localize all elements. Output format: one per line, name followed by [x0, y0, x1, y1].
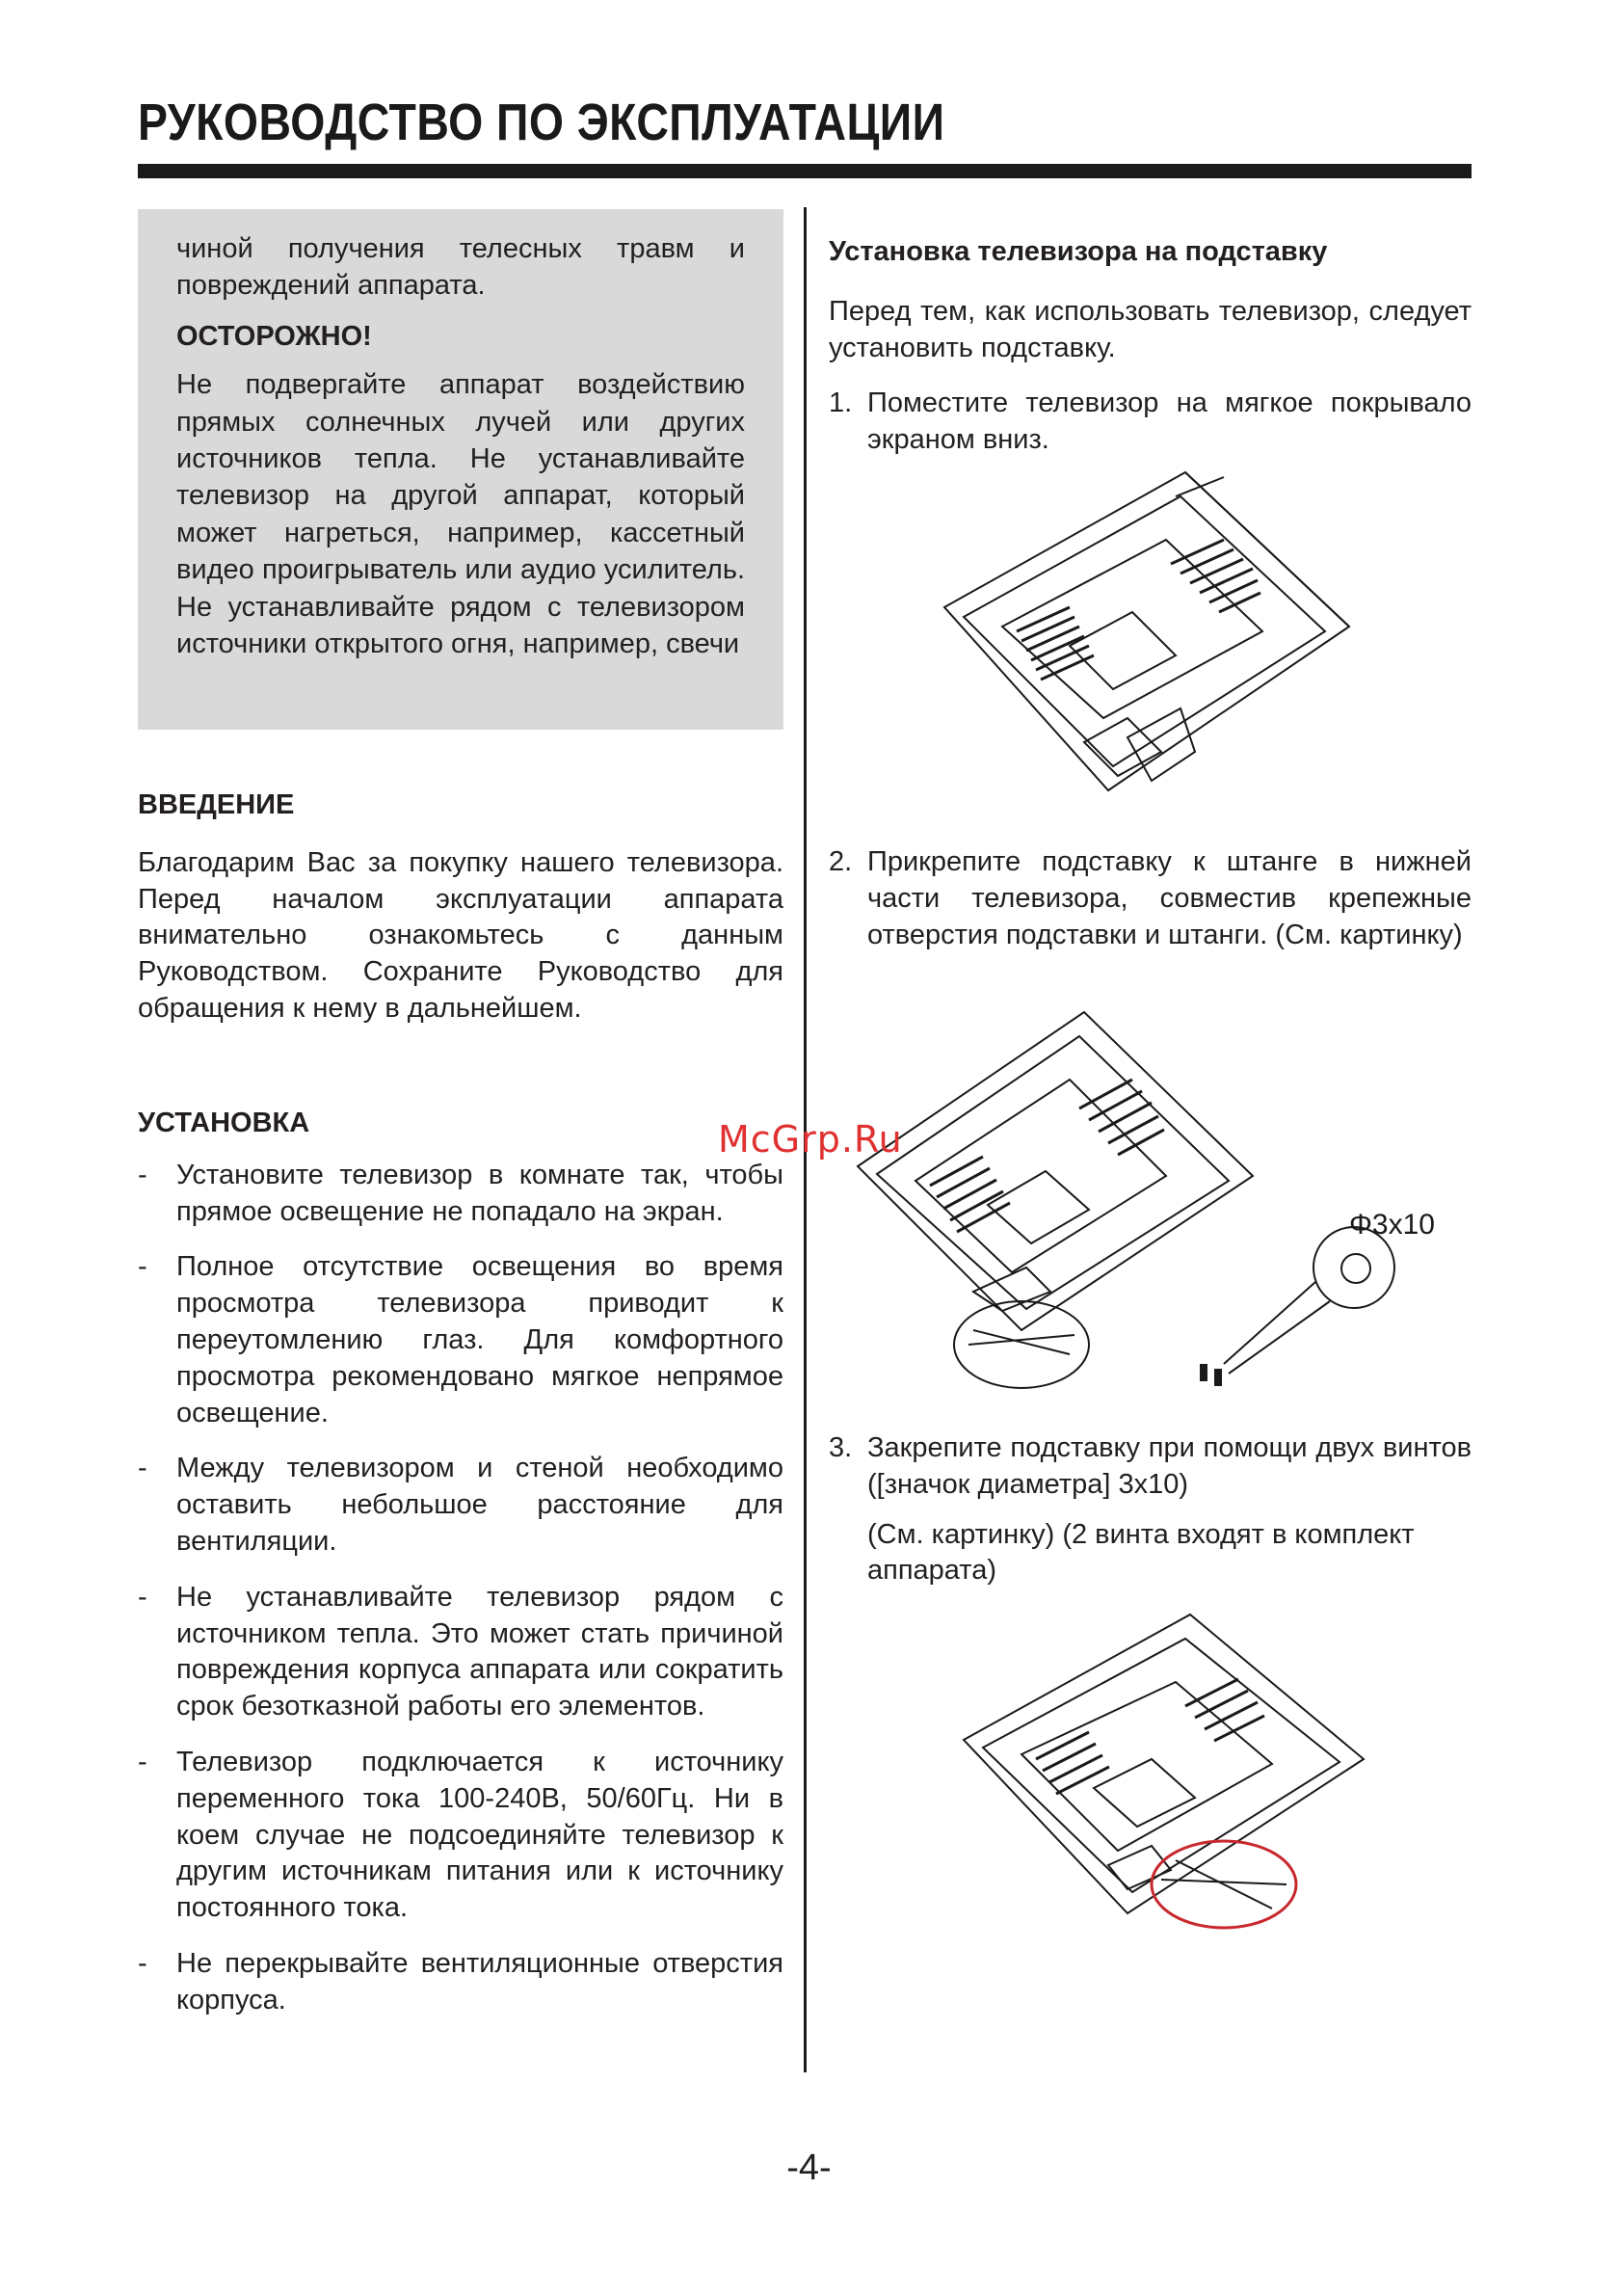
- tv-back-figure-1: [935, 463, 1359, 829]
- watermark: McGrp.Ru: [718, 1118, 903, 1161]
- introduction-text: Благодарим Вас за покупку нашего телевизора. Перед началом эксплуатации аппарата внимательно ознакомьтесь с данным Руководством. Сохраните Руководство для обращения к нему в дальнейшем.: [138, 846, 783, 1024]
- list-item-text: Не устанавливайте телевизор рядом с источником тепла. Это может стать причиной повреждения корпуса аппарата или сократить срок безотказной работы его элементов.: [176, 1581, 783, 1722]
- warning-text: Не подвергайте аппарат воздействию прямых солнечных лучей или других источников тепла. Не устанавливайте телевизор на другой аппарат, который может нагреться, например, кассетный видео проигрыватель или аудио усилитель. Не устанавливайте рядом с телевизором источники открытого огня, например, свечи: [176, 369, 745, 660]
- step-3-block: [829, 1430, 1472, 1589]
- list-item: [138, 1249, 783, 1431]
- bullet-dash: -: [138, 1947, 147, 1979]
- installation-section: [138, 1106, 783, 2039]
- page-title: РУКОВОДСТВО ПО ЭКСПЛУАТАЦИИ: [138, 93, 945, 151]
- tv-back-figure-2: [848, 1002, 1446, 1407]
- list-item: [138, 1946, 783, 2019]
- warning-box: [138, 209, 783, 730]
- step-2: [829, 844, 1472, 953]
- bullet-dash: -: [138, 1159, 147, 1190]
- bullet-dash: -: [138, 1453, 147, 1484]
- step-number: 1.: [829, 387, 853, 419]
- list-item: [138, 1580, 783, 1725]
- installation-list: [138, 1158, 783, 2019]
- stand-intro: Перед тем, как использовать телевизор, следует установить подставку.: [829, 295, 1472, 363]
- step-number: 3.: [829, 1432, 853, 1463]
- tv-back-figure-3: [954, 1605, 1378, 1937]
- list-item: [138, 1745, 783, 1927]
- step-text: Закрепите подставку при помощи двух винтов ([значок диаметра] 3х10): [867, 1432, 1472, 1500]
- step-number: 2.: [829, 846, 853, 877]
- list-item-text: Полное отсутствие освещения во время просмотра телевизора приводит к переутомлению глаз. Для комфортного просмотра рекомендовано мягкое непрямое освещение.: [176, 1251, 783, 1428]
- step-3: [829, 1430, 1472, 1504]
- step-text: Поместите телевизор на мягкое покрывало экраном вниз.: [867, 387, 1472, 456]
- list-item-text: Между телевизором и стеной необходимо оставить небольшое расстояние для вентиляции.: [176, 1453, 783, 1557]
- list-item: [138, 1158, 783, 1231]
- warning-continuation: чиной получения телесных травм и повреждений аппарата.: [176, 233, 745, 302]
- warning-heading: ОСТОРОЖНО!: [176, 320, 372, 352]
- introduction-section: [138, 788, 783, 1028]
- step-3-note: (См. картинку) (2 винта входят в комплект аппарата): [867, 1518, 1415, 1587]
- step-1: [829, 386, 1472, 459]
- bullet-dash: -: [138, 1581, 147, 1613]
- step-2-block: [829, 844, 1472, 953]
- step-text: Прикрепите подставку к штанге в нижней части телевизора, совместив крепежные отверстия подставки и штанги. (См. картинку): [867, 846, 1472, 950]
- bullet-dash: -: [138, 1746, 147, 1777]
- screw-label: Φ3x10: [1349, 1209, 1435, 1241]
- list-item: [138, 1451, 783, 1560]
- list-item-text: Установите телевизор в комнате так, чтобы прямое освещение не попадало на экран.: [176, 1159, 783, 1227]
- installation-heading: УСТАНОВКА: [138, 1108, 310, 1138]
- bullet-dash: -: [138, 1251, 147, 1283]
- page-number: -4-: [786, 2148, 832, 2188]
- header-rule: [138, 164, 1472, 178]
- stand-heading: Установка телевизора на подставку: [829, 236, 1328, 267]
- list-item-text: Не перекрывайте вентиляционные отверстия корпуса.: [176, 1947, 783, 2016]
- list-item-text: Телевизор подключается к источнику переменного тока 100-240В, 50/60Гц. Ни в коем случае не подсоединяйте телевизор к другим источникам питания или к источнику постоянного тока.: [176, 1746, 783, 1924]
- stand-section: [829, 234, 1472, 459]
- introduction-heading: ВВЕДЕНИЕ: [138, 789, 295, 820]
